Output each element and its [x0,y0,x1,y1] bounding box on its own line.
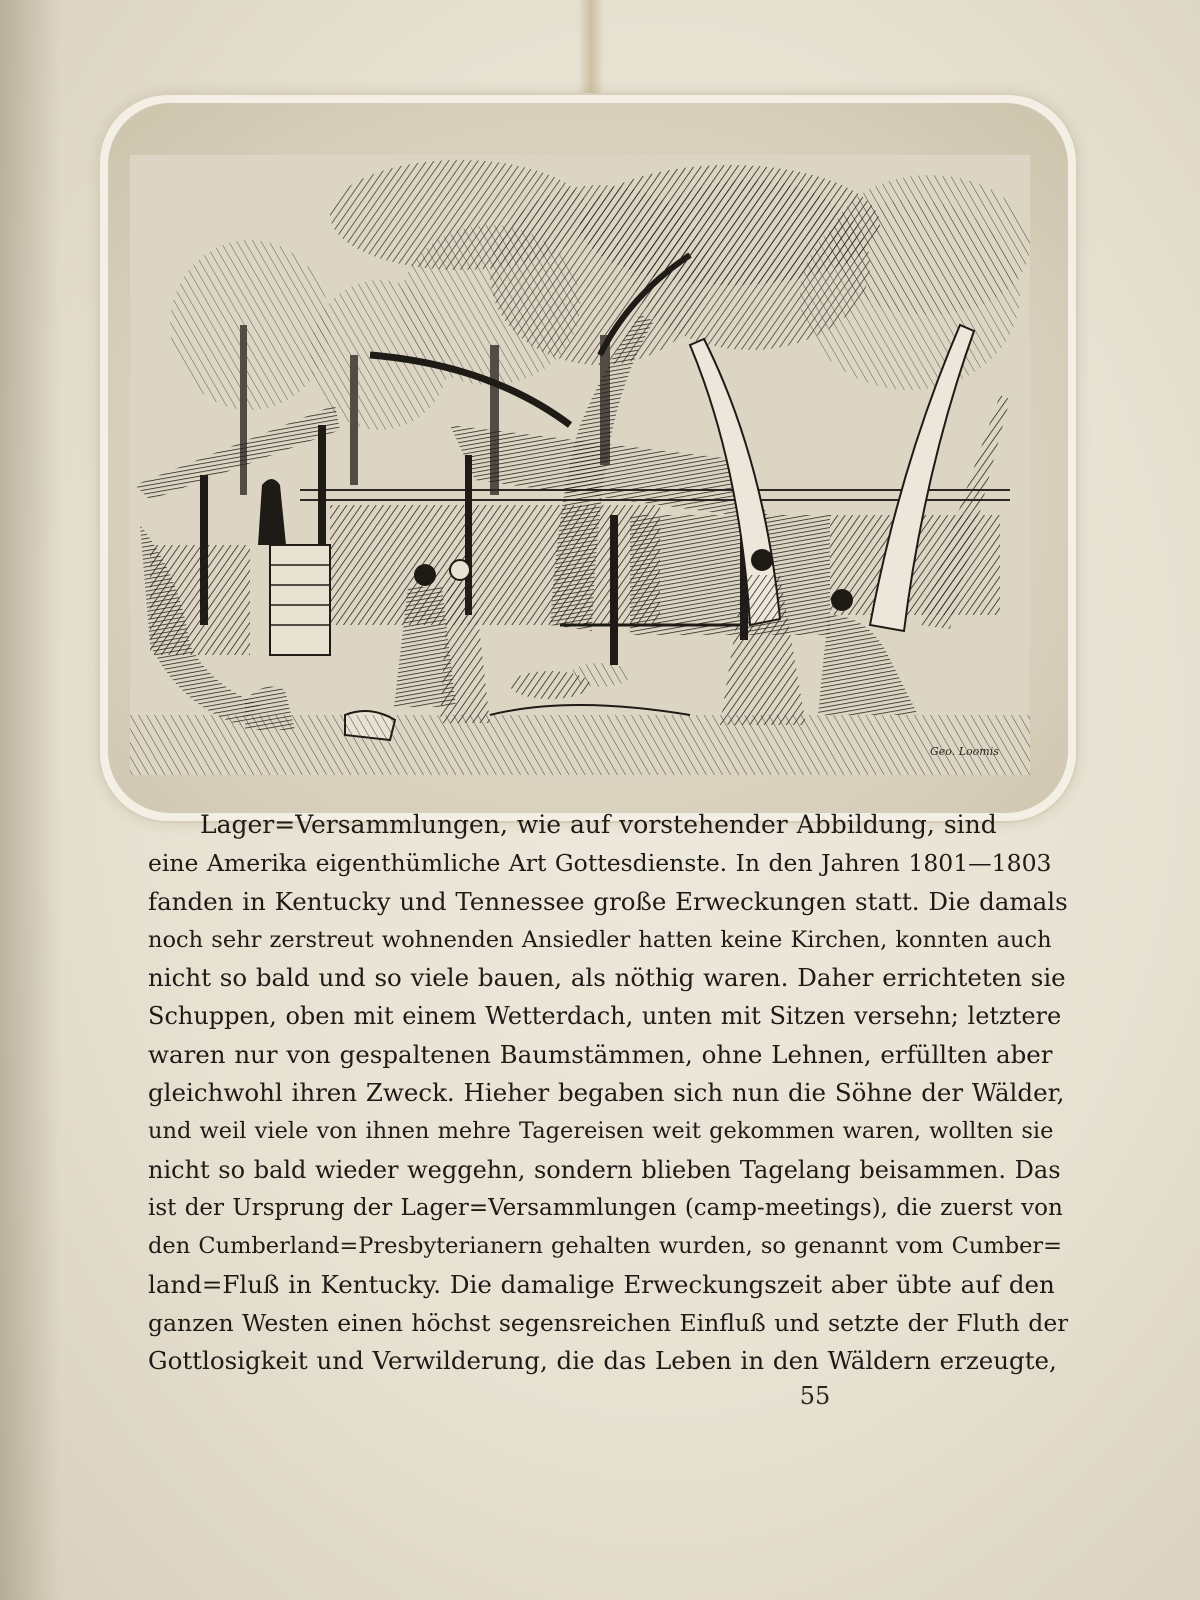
text-line: ganzen Westen einen höchst segensreichen Einfluß und setzte der Fluth der [148,1308,1068,1337]
text-line: Lager=Versammlungen, wie auf vorstehender Abbildung, sind [200,810,997,839]
text-line: nicht so bald und so viele bauen, als nöthig waren. Daher errichteten sie [148,963,1066,993]
text-line: eine Amerika eigenthümliche Art Gottesdienste. In den Jahren 1801—1803 [148,849,1052,878]
body-paragraph [148,806,1068,1380]
text-line: und weil viele von ihnen mehre Tagereisen weit gekommen waren, wollten sie [148,1118,1054,1145]
text-line: land=Fluß in Kentucky. Die damalige Erweckungszeit aber übte auf den [148,1269,1055,1299]
text-line: den Cumberland=Presbyterianern gehalten wurden, so genannt vom Cumber= [148,1233,1063,1260]
text-line: nicht so bald wieder weggehn, sondern blieben Tagelang beisammen. Das [148,1155,1061,1184]
text-line: fanden in Kentucky und Tennessee große Erweckungen statt. Die damals [148,886,1068,916]
text-line: gleichwohl ihren Zweck. Hieher begaben sich nun die Söhne der Wälder, [148,1078,1065,1108]
text-line: Gottlosigkeit und Verwilderung, die das Leben in den Wäldern erzeugte, [148,1346,1057,1376]
page-number: 55 [799,1382,831,1410]
text-line: Schuppen, oben mit einem Wetterdach, unten mit Sitzen versehn; letztere [148,1002,1062,1031]
ground [130,705,1030,775]
spine-shadow [0,0,60,1600]
camp-meeting-engraving [130,155,1030,775]
text-line: ist der Ursprung der Lager=Versammlungen (camp-meetings), die zuerst von [148,1194,1063,1221]
text-line: noch sehr zerstreut wohnenden Ansiedler hatten keine Kirchen, konnten auch [148,926,1052,953]
text-line: waren nur von gespaltenen Baumstämmen, ohne Lehnen, erfüllten aber [148,1039,1053,1069]
engraver-signature: Geo. Loomis [930,745,999,758]
